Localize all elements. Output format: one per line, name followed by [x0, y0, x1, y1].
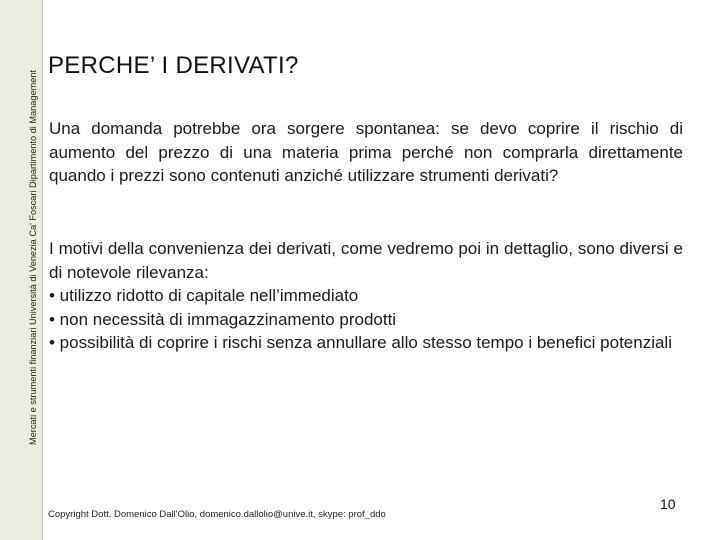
bullet-item: • possibilità di coprire i rischi senza annullare allo stesso tempo i benefici potenziali: [49, 333, 672, 353]
sidebar-vertical-label: Mercati e strumenti finanziari Università di Venezia Ca' Foscari Dipartimento di Management: [28, 69, 38, 445]
paragraph-question: Una domanda potrebbe ora sorgere spontanea: se devo coprire il rischio di aumento del prezzo di una materia prima perché non comprarla direttamente quando i prezzi sono contenuti anziché utilizzare strumenti derivati?: [49, 119, 683, 186]
reasons-intro: I motivi della convenienza dei derivati, come vedremo poi in dettaglio, sono diversi e di notevole rilevanza:: [49, 239, 683, 282]
slide-title: PERCHE’ I DERIVATI?: [48, 52, 299, 79]
footer-copyright: Copyright Dott. Domenico Dall'Olio, domenico.dallolio@unive.it, skype: prof_ddo: [48, 509, 386, 520]
bullet-item: • non necessità di immagazzinamento prodotti: [49, 309, 397, 329]
sidebar-band: [0, 0, 43, 540]
page-number: 10: [660, 496, 676, 512]
paragraph-reasons: [49, 237, 683, 355]
bullet-item: • utilizzo ridotto di capitale nell’immediato: [49, 286, 359, 306]
